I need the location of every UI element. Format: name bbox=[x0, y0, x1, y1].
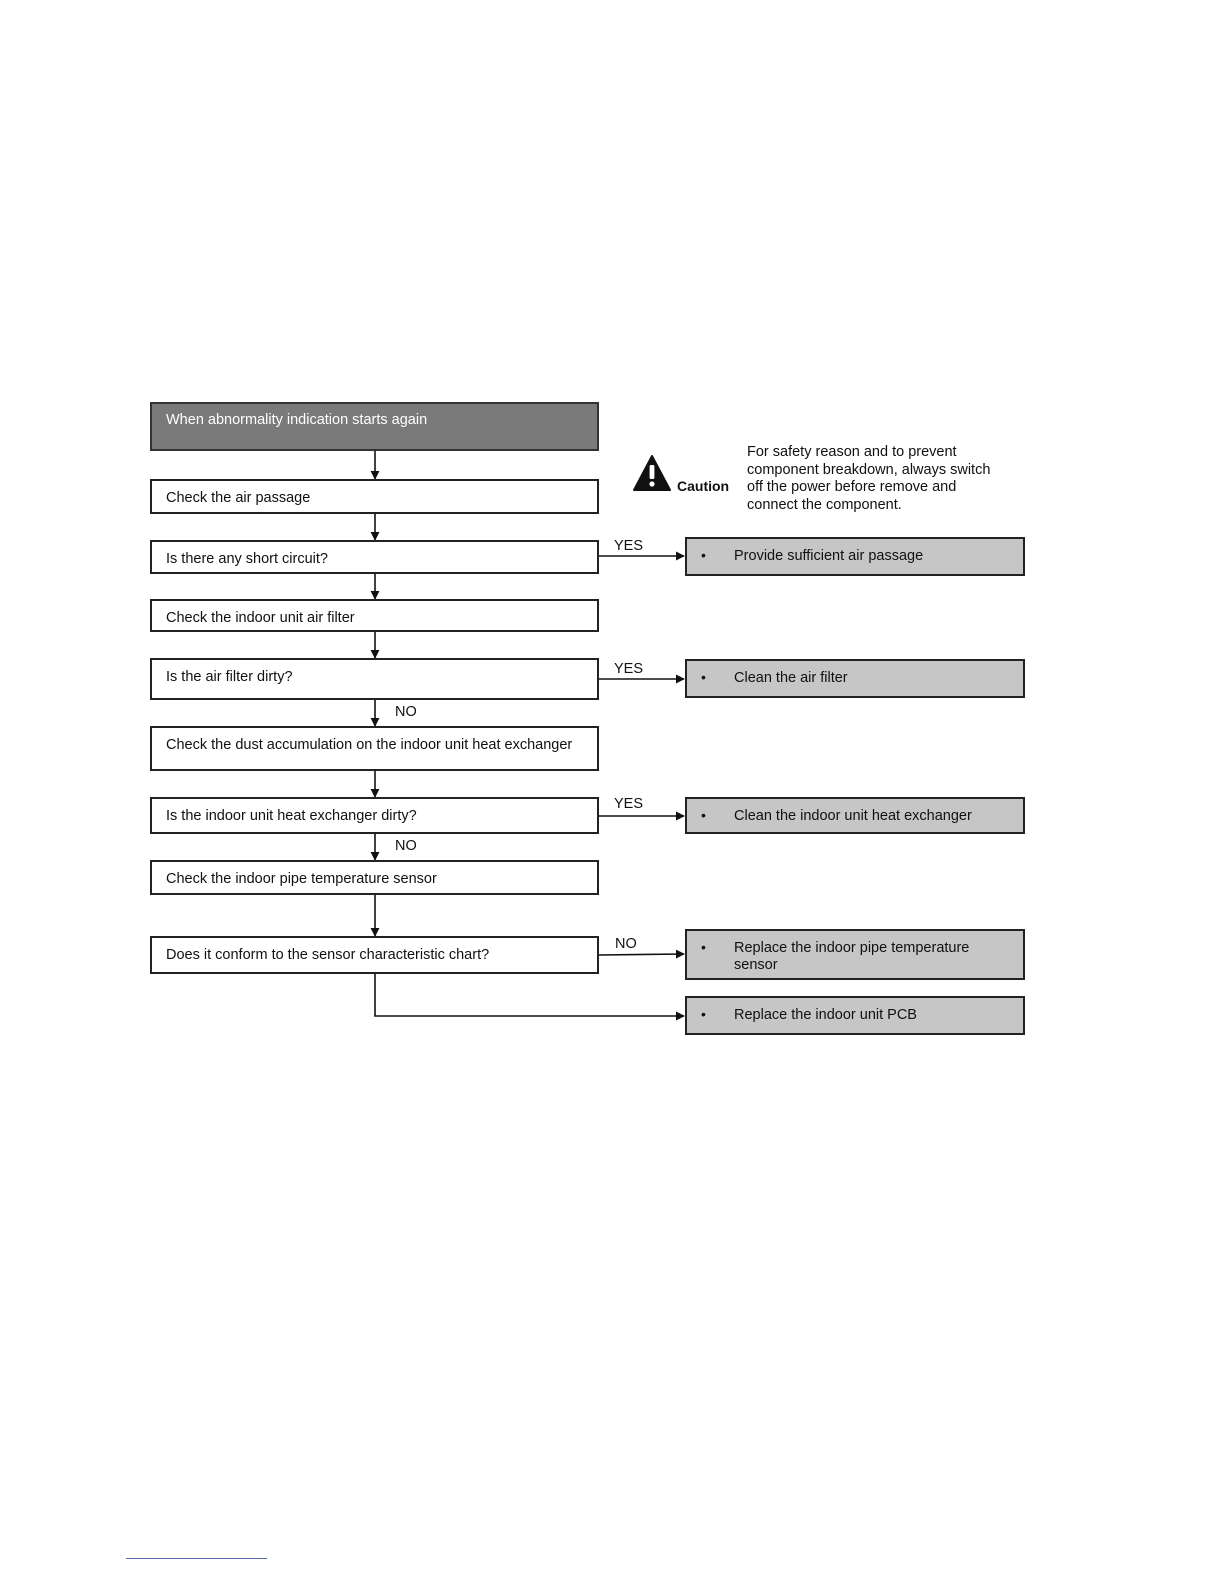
label-yes-short-circuit: YES bbox=[614, 538, 644, 554]
step-text: Check the air passage bbox=[166, 490, 311, 506]
label-yes-exchanger-dirty: YES bbox=[614, 796, 644, 812]
bullet: • bbox=[701, 807, 706, 823]
start-box bbox=[150, 402, 599, 451]
step-check-pipe-sensor bbox=[150, 860, 599, 895]
decision-sensor-characteristic bbox=[150, 936, 599, 974]
bullet: • bbox=[701, 669, 706, 685]
step-check-dust-accumulation bbox=[150, 726, 599, 771]
action-clean-heat-exchanger bbox=[685, 797, 1025, 834]
action-text: Clean the indoor unit heat exchanger bbox=[734, 808, 972, 824]
action-text: Replace the indoor unit PCB bbox=[734, 1007, 917, 1023]
caution-note: For safety reason and to prevent component breakdown, always switch off the power before remove and connect the component. bbox=[747, 444, 991, 513]
label-no-filter-dirty: NO bbox=[395, 704, 417, 720]
action-replace-pcb bbox=[685, 996, 1025, 1035]
bullet: • bbox=[701, 1006, 706, 1022]
decision-heat-exchanger-dirty bbox=[150, 797, 599, 834]
step-text: Check the indoor pipe temperature sensor bbox=[166, 871, 437, 887]
decision-text: Is there any short circuit? bbox=[166, 551, 328, 567]
action-text: Clean the air filter bbox=[734, 670, 848, 686]
step-text: Check the indoor unit air filter bbox=[166, 610, 355, 626]
decision-text: Is the air filter dirty? bbox=[166, 669, 293, 685]
bullet: • bbox=[701, 547, 706, 563]
action-provide-air-passage bbox=[685, 537, 1025, 576]
decision-air-filter-dirty bbox=[150, 658, 599, 700]
decision-text: Does it conform to the sensor characteristic chart? bbox=[166, 947, 490, 963]
connector-yes-replace-pcb bbox=[375, 974, 684, 1016]
label-yes-filter-dirty: YES bbox=[614, 661, 644, 677]
connector-no-sensor-chart bbox=[599, 954, 684, 955]
action-text: Provide sufficient air passage bbox=[734, 548, 924, 564]
step-check-air-passage bbox=[150, 479, 599, 514]
decision-text: Is the indoor unit heat exchanger dirty? bbox=[166, 808, 417, 824]
start-text: When abnormality indication starts again bbox=[166, 412, 428, 428]
action-text: Replace the indoor pipe temperature sensor bbox=[734, 940, 970, 973]
step-text: Check the dust accumulation on the indoor unit heat exchanger bbox=[166, 737, 573, 753]
caution-label: Caution bbox=[677, 478, 730, 494]
footer-divider bbox=[126, 1558, 267, 1559]
step-check-air-filter bbox=[150, 599, 599, 632]
action-replace-pipe-sensor bbox=[685, 929, 1025, 980]
action-clean-air-filter bbox=[685, 659, 1025, 698]
bullet: • bbox=[701, 939, 706, 955]
label-no-sensor-chart: NO bbox=[615, 936, 637, 952]
label-no-exchanger-dirty: NO bbox=[395, 838, 417, 854]
decision-short-circuit bbox=[150, 540, 599, 574]
